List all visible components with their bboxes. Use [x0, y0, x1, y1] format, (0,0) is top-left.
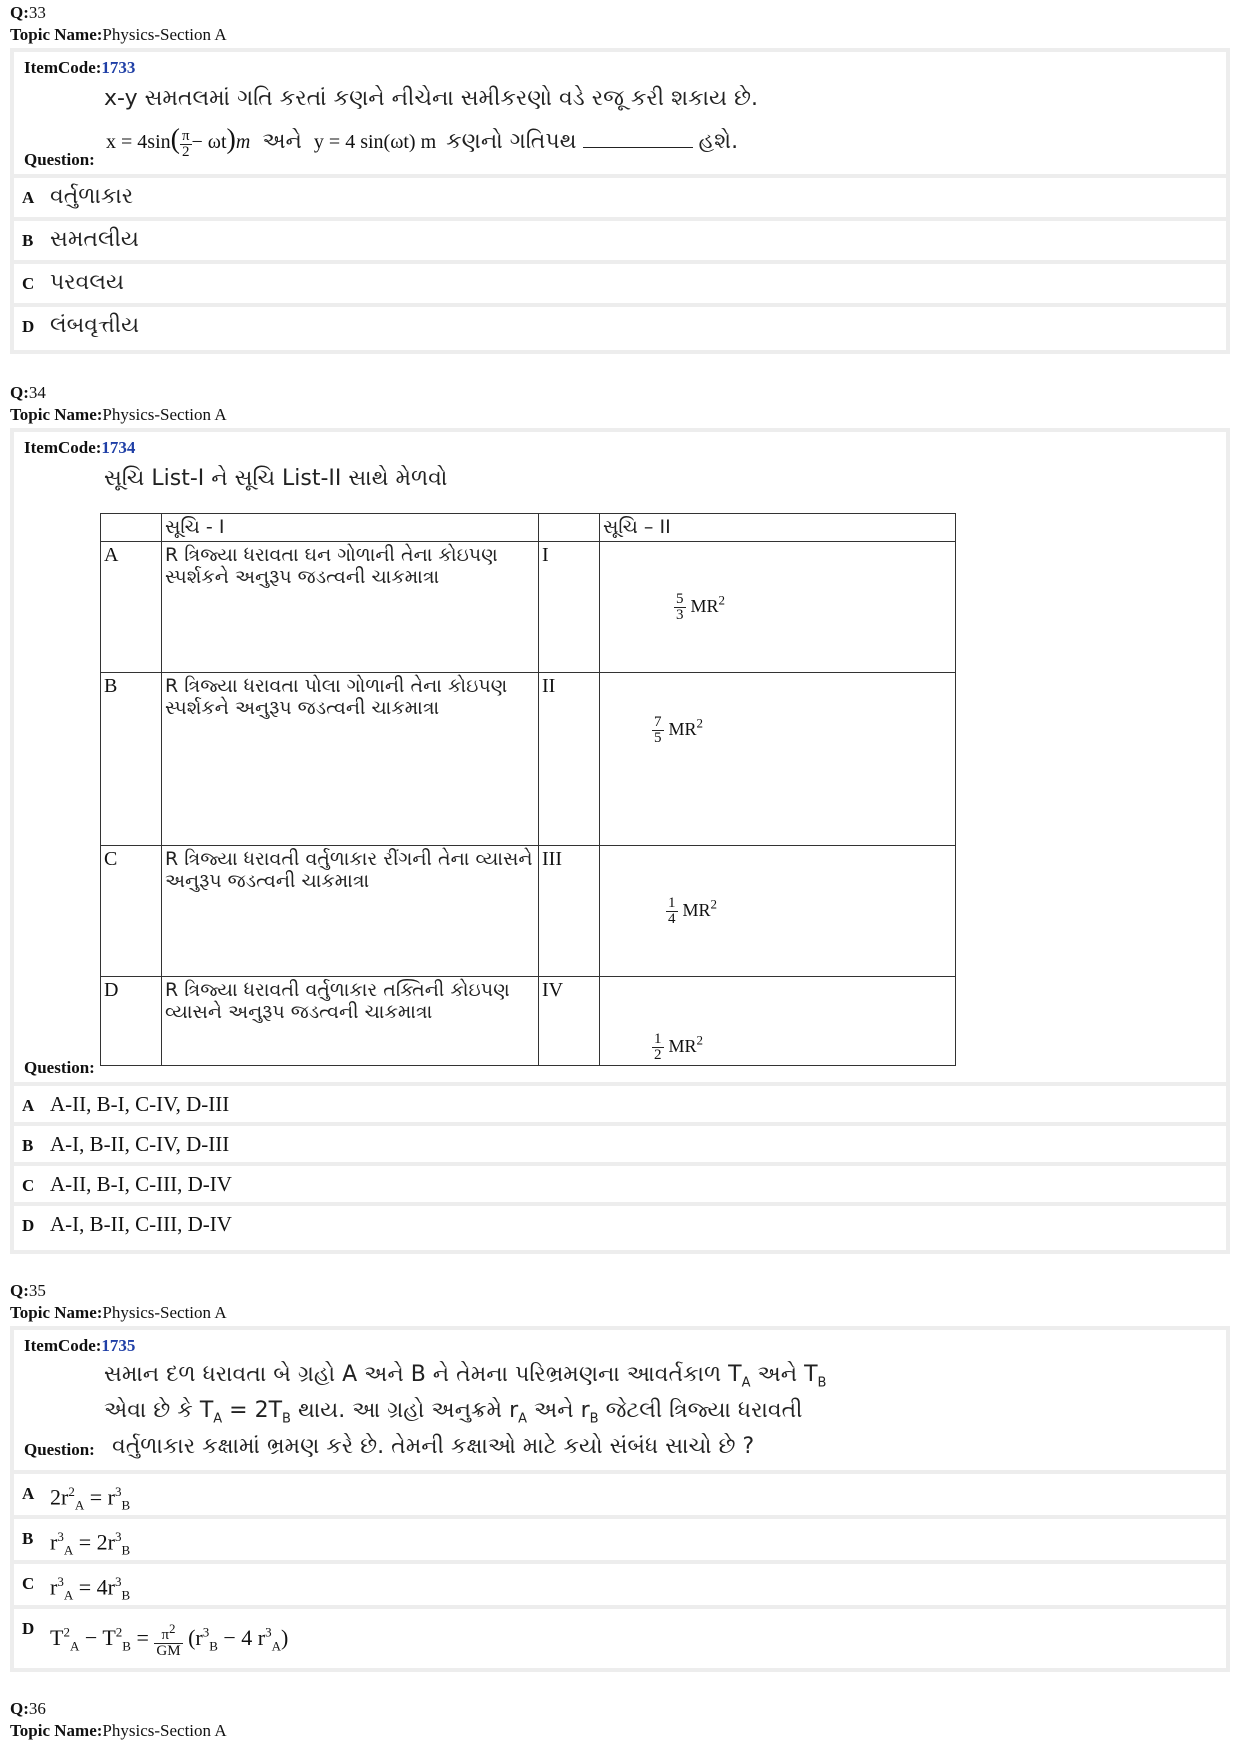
- option-a[interactable]: A A-II, B-I, C-IV, D-III: [14, 1086, 1226, 1122]
- option-d[interactable]: D લંબવૃત્તીય: [14, 307, 1226, 350]
- q35-card: [10, 1326, 1230, 1672]
- question-label: Question:: [24, 1058, 95, 1077]
- q35-question-panel: [14, 1330, 1226, 1470]
- question-number: 33: [28, 3, 46, 22]
- item-code: ItemCode:1733: [24, 58, 136, 77]
- question-label: Question:: [24, 1440, 95, 1459]
- option-d[interactable]: D $T^2_A - T^2_B$ = $\frac{\pi^2}{GM}$ ($r^3_B - 4$ $r^3_A$): [14, 1609, 1226, 1668]
- table-row: C R ત્રિજ્યા ધરાવતી વર્તુળાકાર રીંગની તેના વ્યાસને અનુરૂપ જડત્વની ચાકમાત્રા III $\frac{1}{4}$ $MR^2$: [101, 846, 956, 977]
- match-table: [100, 513, 956, 1066]
- question-equation: x = 4sin( $\frac{\pi}{2}$ − ωt)m અને y = 4 sin(ωt) m કણનો ગતિપથ હશે.: [106, 124, 739, 160]
- q33-card: [10, 48, 1230, 354]
- q34-card: [10, 428, 1230, 1254]
- item-code: ItemCode:1734: [24, 438, 136, 457]
- question-text: x-y સમતલમાં ગતિ કરતાં કણને નીચેના સમીકરણો વડે રજૂ કરી શકાય છે.: [104, 86, 758, 111]
- q36-header: Q:36 Topic Name:Physics-Section A: [10, 1699, 227, 1740]
- table-header-list2: સૂચિ – II: [600, 514, 956, 542]
- item-code-value: 1735: [101, 1336, 136, 1355]
- question-text-line1: સમાન દળ ધરાવતા બે ગ્રહો A અને B ને તેમના પરિભ્રમણના આવર્તકાળ $T_A$ અને $T_B$: [104, 1362, 827, 1391]
- item-code: ItemCode:1735: [24, 1336, 136, 1355]
- q-label: Q:: [10, 3, 29, 22]
- q33-header: [10, 2, 227, 46]
- q33-question-panel: [14, 52, 1226, 174]
- option-a[interactable]: A $2r^2_A = r^3_B$: [14, 1474, 1226, 1515]
- option-d[interactable]: D A-I, B-II, C-III, D-IV: [14, 1206, 1226, 1250]
- topic-name: Physics-Section A: [102, 25, 227, 44]
- question-number: 36: [28, 1699, 46, 1718]
- table-row: B R ત્રિજ્યા ધરાવતા પોલા ગોળાની તેના કોઇપણ સ્પર્શકને અનુરૂપ જડત્વની ચાકમાત્રા II $\frac{7}{5}$ $MR^2$: [101, 673, 956, 846]
- table-header-list1: સૂચિ - I: [162, 514, 539, 542]
- q35-header: Q:35 Topic Name:Physics-Section A: [10, 1281, 227, 1322]
- question-text-line2: એવા છે કે $T_A = 2T_B$ થાય. આ ગ્રહો અનુક્રમે $r_A$ અને $r_B$ જેટલી ત્રિજ્યા ધરાવતી: [104, 1398, 803, 1427]
- question-number: 35: [28, 1281, 46, 1300]
- table-row: A R ત્રિજ્યા ધરાવતા ઘન ગોળાની તેના કોઇપણ સ્પર્શકને અનુરૂપ જડત્વની ચાકમાત્રા I $\frac{5}{3}$ $MR^2$: [101, 542, 956, 673]
- question-text: સૂચિ List-I ને સૂચિ List-II સાથે મેળવો: [104, 466, 448, 491]
- topic-name: Physics-Section A: [102, 405, 227, 424]
- topic-name: Physics-Section A: [102, 1303, 227, 1322]
- question-text-line3: વર્તુળાકાર કક્ષામાં ભ્રમણ કરે છે. તેમની કક્ષાઓ માટે કયો સંબંધ સાચો છે ?: [112, 1434, 755, 1459]
- topic-label: Topic Name:: [10, 25, 103, 44]
- option-b[interactable]: B A-I, B-II, C-IV, D-III: [14, 1126, 1226, 1162]
- option-c[interactable]: C A-II, B-I, C-III, D-IV: [14, 1166, 1226, 1202]
- question-label: Question:: [24, 150, 95, 169]
- option-b[interactable]: B $r^3_A = 2r^3_B$: [14, 1519, 1226, 1560]
- option-b[interactable]: B સમતલીય: [14, 221, 1226, 260]
- item-code-value: 1733: [101, 58, 136, 77]
- q34-header: Q:34 Topic Name:Physics-Section A: [10, 383, 227, 424]
- item-code-value: 1734: [101, 438, 136, 457]
- table-row: D R ત્રિજ્યા ધરાવતી વર્તુળાકાર તક્તિની કોઇપણ વ્યાસને અનુરૂપ જડત્વની ચાકમાત્રા IV $\frac{1}{2}$ $MR^2$: [101, 977, 956, 1066]
- question-number: 34: [28, 383, 46, 402]
- option-a[interactable]: A વર્તુળાકાર: [14, 178, 1226, 217]
- option-c[interactable]: C $r^3_A = 4r^3_B$: [14, 1564, 1226, 1605]
- topic-name: Physics-Section A: [102, 1721, 227, 1740]
- q34-question-panel: [14, 432, 1226, 1082]
- option-c[interactable]: C પરવલય: [14, 264, 1226, 303]
